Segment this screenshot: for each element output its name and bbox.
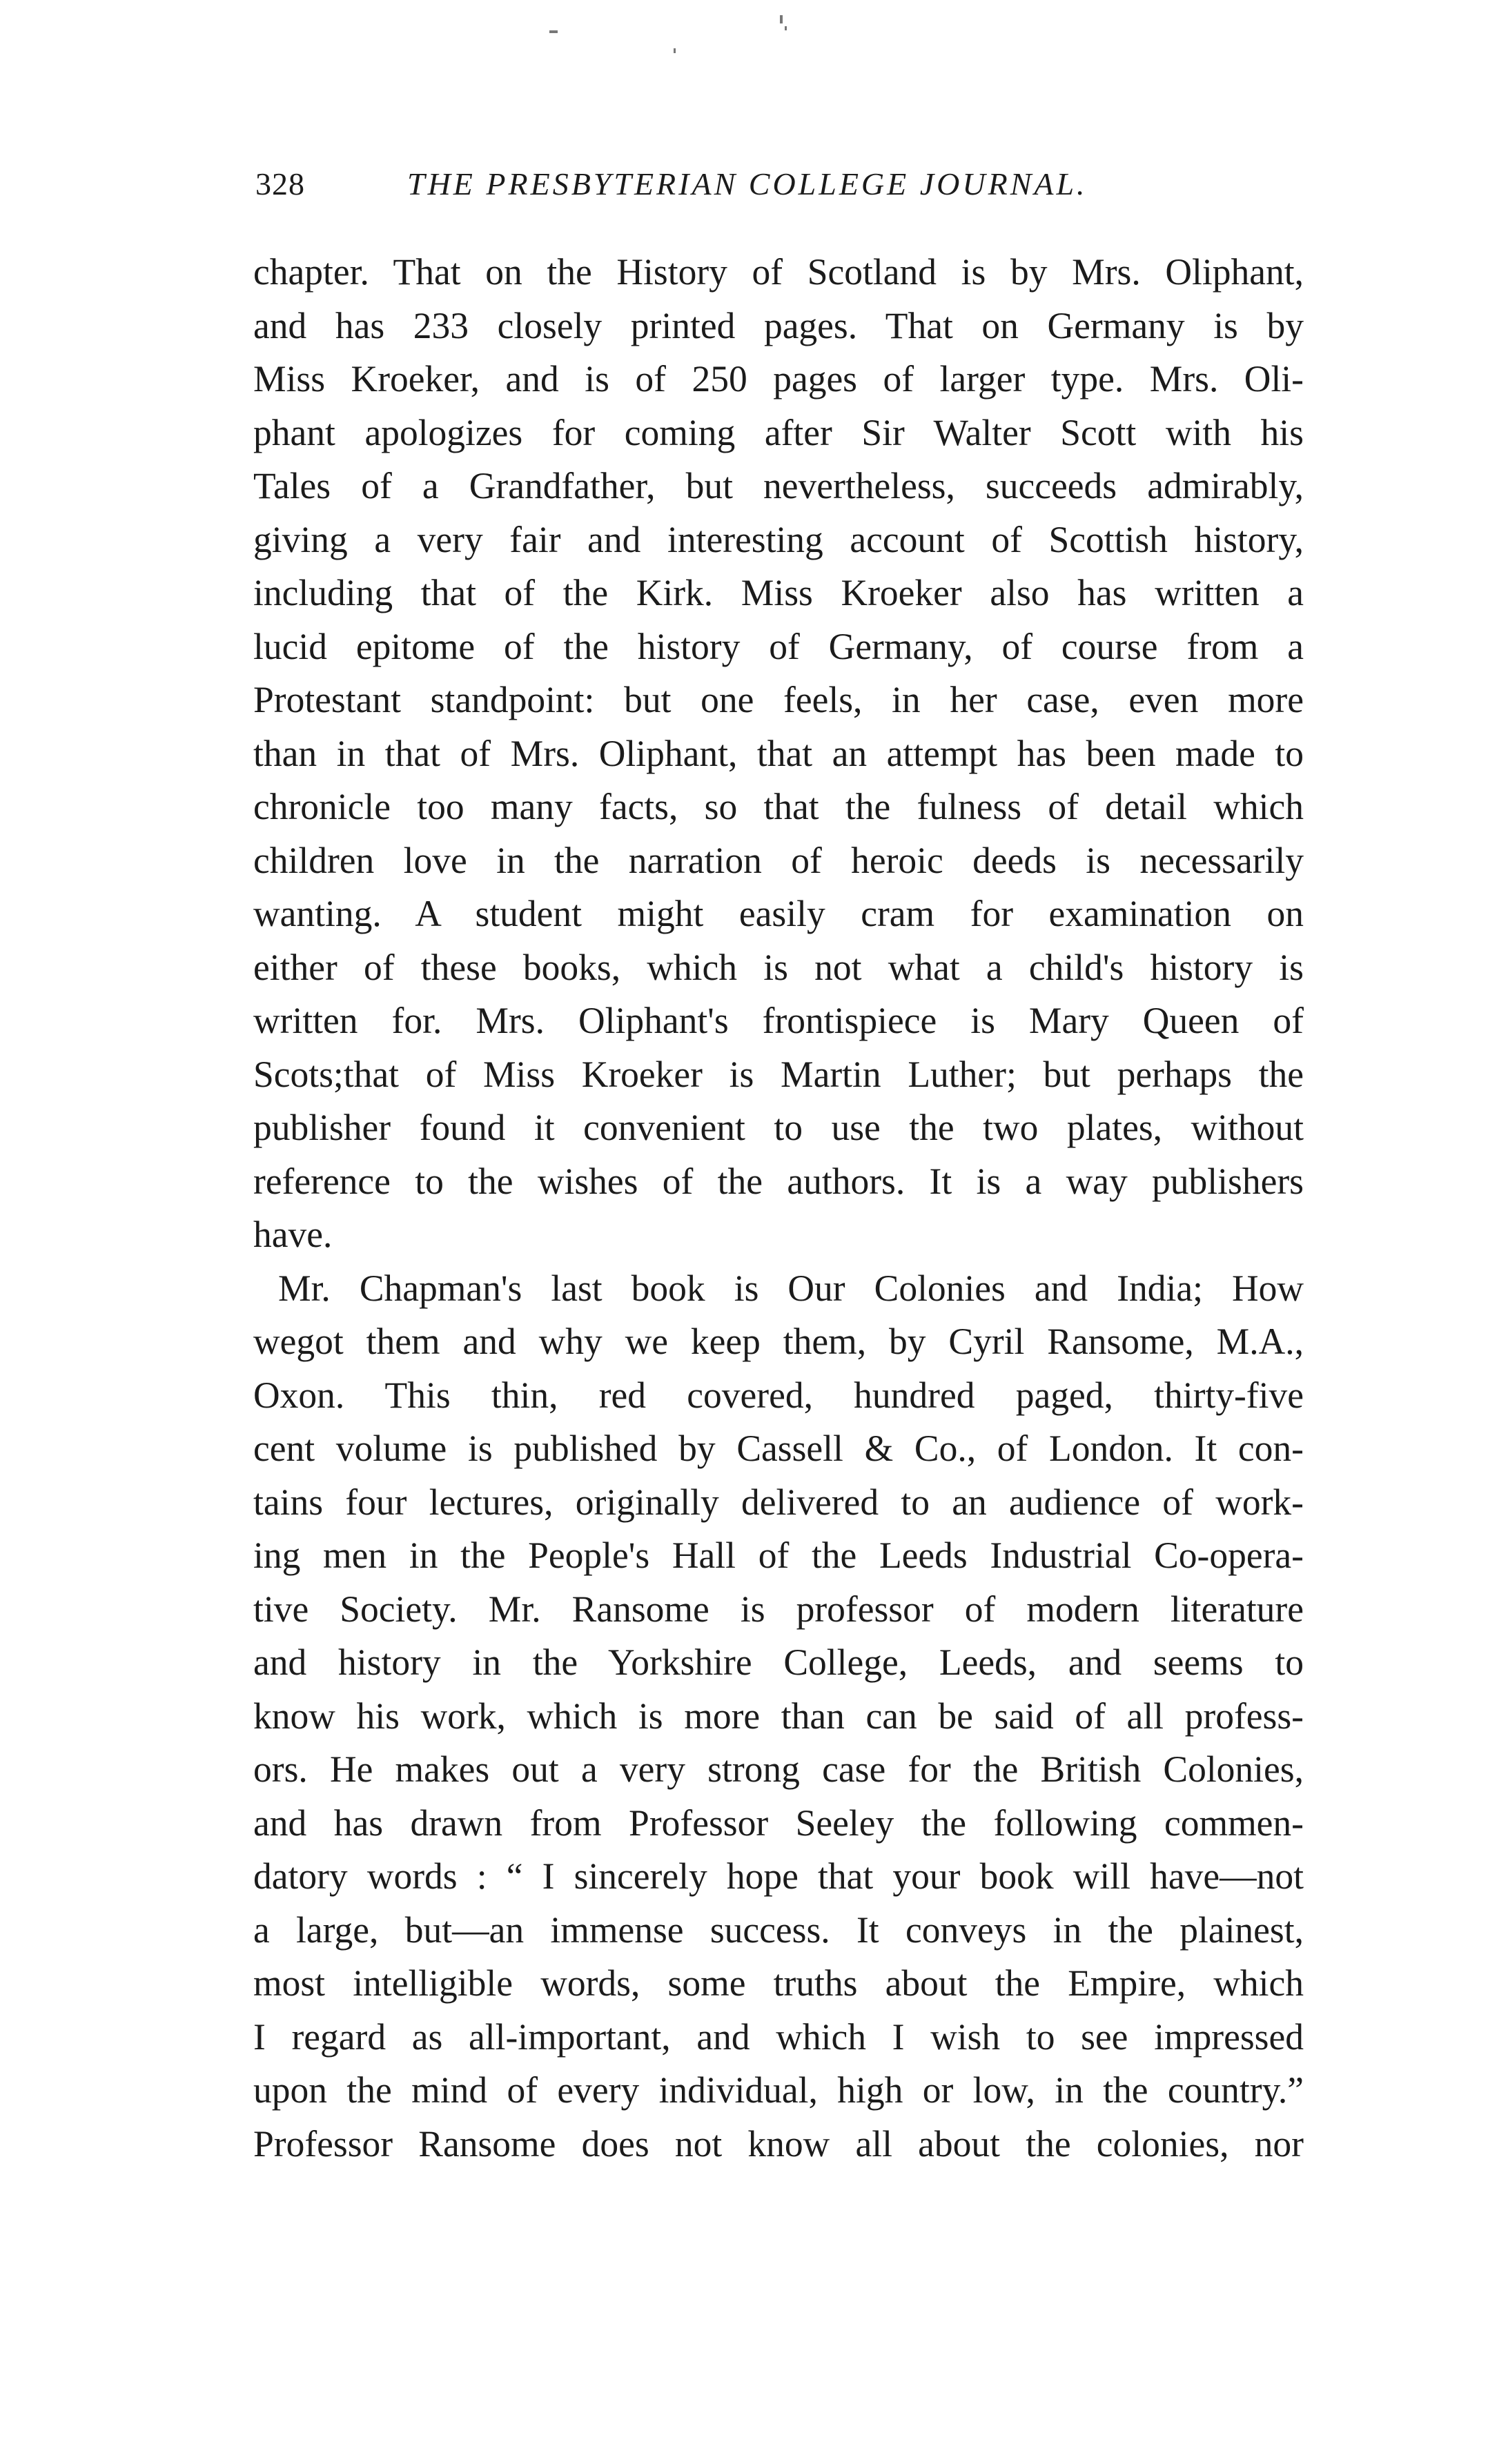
text-line: have. (253, 1214, 333, 1255)
text-line: reference to the wishes of the authors. It is a way publishers (253, 1160, 1304, 1202)
text-line: including that of the Kirk. Miss Kroeker also has written a (253, 572, 1304, 613)
text-line: Protestant standpoint: but one feels, in her case, even more (253, 679, 1304, 720)
text-line: Miss Kroeker, and is of 250 pages of larger type. Mrs. Oli- (253, 358, 1304, 400)
text-line: Professor Ransome does not know all about the colonies, nor (253, 2122, 1304, 2165)
text-line: and has drawn from Professor Seeley the following commen- (253, 1802, 1304, 1844)
text-line: most intelligible words, some truths about the Empire, which (253, 1962, 1304, 2004)
speck (780, 15, 783, 23)
body-text (253, 246, 1304, 2171)
page-number: 328 (255, 166, 305, 201)
running-head: THE PRESBYTERIAN COLLEGE JOURNAL. (407, 166, 1088, 201)
text-line: giving a very fair and interesting account of Scottish history, (253, 518, 1304, 560)
text-line: and has 233 closely printed pages. That on Germany is by (253, 304, 1304, 346)
text-line: Mr. Chapman's last book is Our Colonies and India; How (278, 1267, 1304, 1309)
text-line: know his work, which is more than can be said of all profess- (253, 1695, 1304, 1737)
text-line: either of these books, which is not what a child's history is (253, 946, 1304, 988)
text-line: publisher found it convenient to use the two plates, without (253, 1107, 1304, 1148)
text-line: upon the mind of every individual, high or low, in the country.” (253, 2069, 1304, 2111)
text-line: tive Society. Mr. Ransome is professor of modern literature (253, 1588, 1304, 1630)
speck (549, 30, 558, 33)
text-line: lucid epitome of the history of Germany, of course from a (253, 625, 1304, 667)
text-line: wanting. A student might easily cram for examination on (253, 893, 1304, 934)
text-line: chronicle too many facts, so that the fulness of detail which (253, 786, 1304, 827)
text-line: written for. Mrs. Oliphant's frontispiece is Mary Queen of (253, 1000, 1304, 1041)
text-line: Tales of a Grandfather, but nevertheless, succeeds admirably, (253, 465, 1304, 506)
text-line: tains four lectures, originally delivered to an audience of work- (253, 1481, 1304, 1523)
text-line: Oxon. This thin, red covered, hundred paged, thirty-five (253, 1374, 1304, 1416)
scan-specks (0, 0, 1508, 179)
text-line: datory words : “ I sincerely hope that your book will have—not (253, 1855, 1304, 1897)
text-line: children love in the narration of heroic deeds is necessarily (253, 839, 1304, 881)
text-line: Scots;that of Miss Kroeker is Martin Luther; but perhaps the (253, 1053, 1304, 1095)
text-line: wegot them and why we keep them, by Cyril Ransome, M.A., (253, 1321, 1304, 1362)
text-line: ing men in the People's Hall of the Leeds Industrial Co-opera- (253, 1535, 1304, 1576)
speck (785, 26, 787, 30)
text-line: and history in the Yorkshire College, Leeds, and seems to (253, 1642, 1304, 1683)
page-header (255, 166, 1304, 214)
text-line: cent volume is published by Cassell & Co., of London. It con- (253, 1428, 1304, 1469)
speck (674, 48, 676, 53)
text-line: ors. He makes out a very strong case for the British Colonies, (253, 1748, 1304, 1790)
text-line: I regard as all-important, and which I wish to see impressed (253, 2015, 1304, 2058)
text-line: a large, but—an immense success. It conveys in the plainest, (253, 1909, 1304, 1951)
text-line: chapter. That on the History of Scotland is by Mrs. Oliphant, (253, 251, 1304, 293)
text-line: phant apologizes for coming after Sir Walter Scott with his (253, 411, 1304, 453)
text-line: than in that of Mrs. Oliphant, that an attempt has been made to (253, 732, 1304, 774)
